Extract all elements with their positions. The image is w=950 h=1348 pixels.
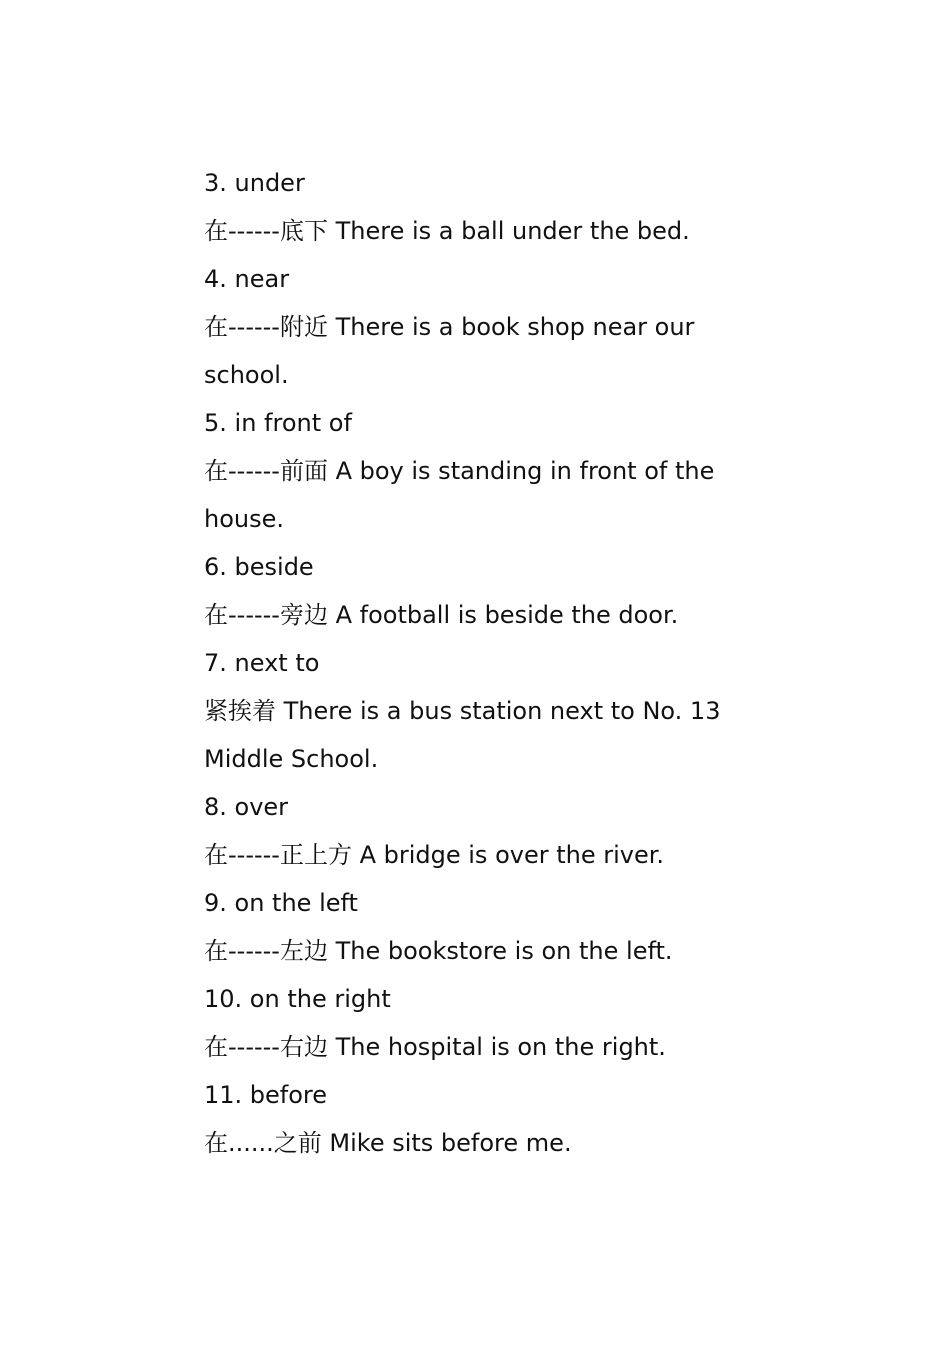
entry-example: 在------底下 There is a ball under the bed.: [204, 217, 690, 245]
entry-example: 在......之前 Mike sits before me.: [204, 1129, 572, 1157]
entry-example-continued: Middle School.: [204, 745, 379, 773]
entry-example-continued: school.: [204, 361, 289, 389]
entry-example: 在------正上方 A bridge is over the river.: [204, 841, 665, 869]
entry-heading: 9. on the left: [204, 889, 358, 917]
entry-heading: 8. over: [204, 793, 289, 821]
entry-heading: 11. before: [204, 1081, 328, 1109]
entry-heading: 6. beside: [204, 553, 314, 581]
preposition-list: [204, 159, 744, 1167]
entry-heading: 5. in front of: [204, 409, 352, 437]
entry-example: 在------前面 A boy is standing in front of the: [204, 457, 715, 485]
entry-example: 紧挨着 There is a bus station next to No. 13: [204, 697, 721, 725]
entry-heading: 10. on the right: [204, 985, 391, 1013]
entry-heading: 4. near: [204, 265, 290, 293]
entry-heading: 7. next to: [204, 649, 320, 677]
entry-heading: 3. under: [204, 169, 305, 197]
entry-example-continued: house.: [204, 505, 285, 533]
entry-example: 在------旁边 A football is beside the door.: [204, 601, 679, 629]
entry-example: 在------右边 The hospital is on the right.: [204, 1033, 666, 1061]
entry-example: 在------左边 The bookstore is on the left.: [204, 937, 673, 965]
entry-example: 在------附近 There is a book shop near our: [204, 313, 695, 341]
